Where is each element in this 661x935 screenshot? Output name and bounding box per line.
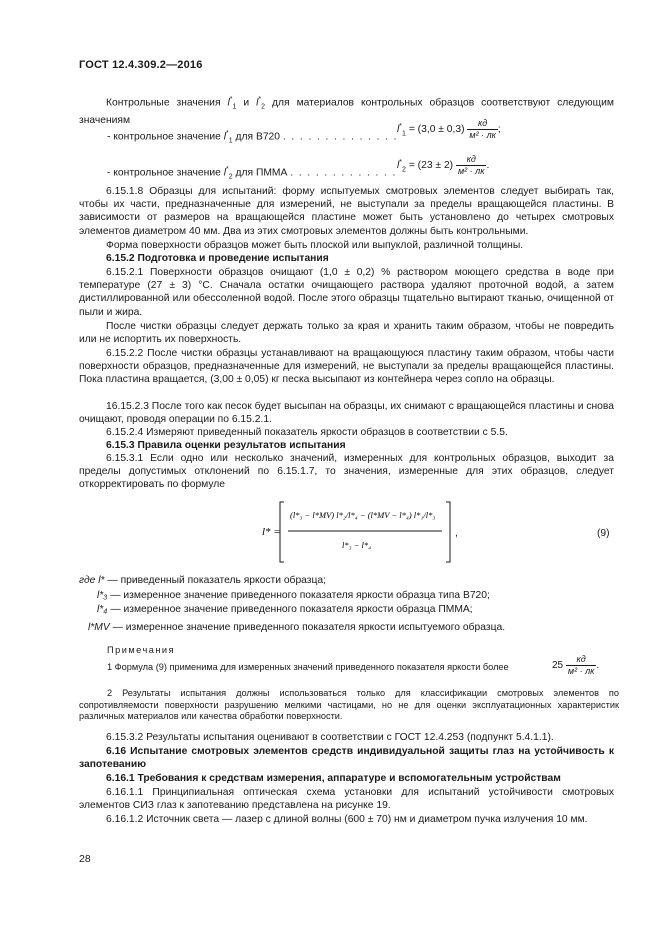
- control-formula-2-value: = (23 ± 2): [408, 160, 454, 172]
- control-formula-1: $l^*_1 = (3,0 \pm 0,3)$ $\frac{кд}{\text{м² · лк}}$ ;: [397, 118, 501, 140]
- control-value-1-label: - контрольное значение: [107, 131, 221, 143]
- control-value-2-sub: 2: [228, 173, 233, 181]
- where-item-2: l*₃ — измеренное значение приведенного показателя яркости образца типа В720;: [97, 590, 490, 601]
- formula-9-lhs: l* =: [262, 526, 281, 538]
- paragraph-6-15-2-1: 6.15.2.1 Поверхности образцов очищают (1,0 ± 0,2) % раствором моющего средства в воде при температуре (27 ± 3) °С. Сначала остатки очищающего раствора удаляют проточной водой, а затем дистиллированной или обессоленной водой. После этого образцы тщательно вытирают тканью, очищенной от пыли и жира.: [79, 267, 614, 318]
- intro-paragraph: Контрольные значения $l^*_1$ и $l^*_2$ для материалов контрольных образцов соответствуют следующим значениям: [79, 96, 614, 126]
- control-formula-2-unit: $\frac{кд}{\text{м² · лк}}$: [457, 154, 485, 176]
- notes-title: Примечания: [107, 645, 176, 655]
- page-number: 28: [79, 853, 91, 865]
- paragraph-16-15-2-3: 16.15.2.3 После того как песок будет высыпан на образцы, их снимают с вращающейся пластины и снова очищают, проводя операции по 6.15.2.1.: [79, 401, 614, 426]
- paragraph-6-16-1-2: 6.16.1.2 Источник света — лазер с длиной волны (600 ± 70) нм и диаметром пучка излучения 10 мм.: [106, 814, 588, 825]
- control-formula-1-value: = (3,0 ± 0,3): [408, 124, 465, 136]
- note-1: 1 Формула (9) применима для измеренных значений приведенного показателя яркости более: [107, 662, 509, 672]
- intro-text-a: Контрольные значения: [106, 97, 221, 109]
- paragraph-6-15-1-8: 6.15.1.8 Образцы для испытаний: форму испытуемых смотровых элементов следует выбирать так, чтобы их части, предназначенные для измерений, не выступали за пределы вращающейся пластины. В зависимости от размеров на вращающейся пластине может быть установлено до четырех смотровых элементов диаметром 40 мм. Два из этих смотровых элементов должны быть контрольными.: [79, 186, 614, 237]
- intro-text-b: и: [243, 97, 250, 109]
- formula-9-number: (9): [597, 528, 610, 539]
- paragraph-6-15-3-1: 6.15.3.1 Если одно или несколько значений, измеренных для контрольных образцов, выходит за пределы допустимых отклонений по 6.15.1.7, то значения, измеренные для этих образцов, следует откорректировать по формуле: [79, 453, 614, 491]
- control-value-1: - контрольное значение $l^*_1$ для В720 . . . . . . . . . . . . . .: [107, 130, 398, 145]
- paragraph-clean: После чистки образцы следует держать только за края и хранить таким образом, чтобы не повредить или не испортить их поверхность.: [79, 321, 614, 346]
- formula-9: [260, 496, 460, 573]
- paragraph-6-15-3-2: 6.15.3.2 Результаты испытания оценивают в соответствии с ГОСТ 12.4.253 (подпункт 5.4.1.1).: [106, 732, 554, 743]
- control-value-2-label: - контрольное значение: [107, 167, 221, 179]
- document-page: ГОСТ 12.4.309.2—2016 Контрольные значения $l^*_1$ и $l^*_2$ для материалов контрольных образцов соответствуют следующим значениям - контрольное значение $l^*_1$ для В720 . . . . . . . . . . . . . . $l^*_1 = (3,0 \pm 0,3)$ $\frac{кд}{\text{м² · лк}}$ ; - контрольное значение $l^*_2$ для ПММА . . . . . . . . . . . . . $l^*_2 = (23 \pm 2)$ $\frac{кд}{\text{м² · лк}}$ . 6.15.1.8 Образцы для испытаний: форму испытуемых смотровых элементов следует выбирать так, чтобы их части, предназначенные для измерений, не выступали за пределы вращающейся пластины. В зависимости от размеров на вращающейся пластине может быть установлено до четырех смотровых элементов диаметром 40 мм. Два из этих смотровых элементов должны быть контрольными. Форма поверхности образцов может быть плоской или выпуклой, различной толщины. 6.15.2 Подготовка и проведение испытания 6.15.2.1 Поверхности образцов очищают (1,0 ± 0,2) % раствором моющего средства в воде при температуре (27 ± 3) °С. Сначала остатки очищающего раствора удаляют проточной водой, а затем дистиллированной или обессоленной водой. После этого образцы тщательно вытирают тканью, очищенной от пыли и жира. После чистки образцы следует держать только за края и хранить таким образом, чтобы не повредить или не испортить их поверхность. 6.15.2.2 После чистки образцы устанавливают на вращающуюся пластину таким образом, чтобы части поверхности образцов, предназначенные для измерений, не выступали за пределы вращающейся пластины. Пока пластина вращается, (3,00 ± 0,05) кг песка высыпают из контейнера через сопло на образцы. 16.15.2.3 После того как песок будет высыпан на образцы, их снимают с вращающейся пластины и снова очищают, проводя операции по 6.15.2.1. 6.15.2.4 Измеряют приведенный показатель яркости образцов в соответствии с 5.5. 6.15.3 Правила оценки результатов испытания 6.15.3.1 Если одно или несколько значений, измеренных для контрольных образцов, выходит за пределы допустимых отклонений по 6.15.1.7, то значения, измеренные для этих образцов, следует откорректировать по формуле l* = (l*₃ − l*MV) l*₂/l*₄ − (l*MV − l*₄) l*₁/l*₃ l*₃ − l*₄ , (9) где l* — приведенный показатель яркости образца; l*₃ — измеренное значение приведенного показателя яркости образца типа В720; l*₄ — измеренное значение приведенного показателя яркости образца ПММА; l*MV — измеренное значение приведенного показателя яркости испытуемого образца. Примечания 1 Формула (9) применима для измеренных значений приведенного показателя яркости более 25 $\frac{кд}{\text{м² · лк}}$ . 2 Результаты испытания должны использоваться только для классификации смотровых элементов по сопротивляемости поверхности разрушению мелкими частицами, но не для оценки эксплуатационных характеристик различных материалов или качества обработки поверхности. 6.15.3.2 Результаты испытания оценивают в соответствии с ГОСТ 12.4.253 (подпункт 5.4.1.1). 6.16 Испытание смотровых элементов средств индивидуальной защиты глаз на устойчивость к запотеванию 6.16.1 Требования к средствам измерения, аппаратуре и вспомогательным устройствам 6.16.1.1 Принципиальная оптическая схема установки для испытаний устойчивости смотровых элементов СИЗ глаз к запотеванию представлена на рисунке 19. 6.16.1.2 Источник света — лазер с длиной волны (600 ± 70) нм и диаметром пучка излучения 10 мм. 28: [0, 0, 661, 935]
- control-value-1-dots: . . . . . . . . . . . . . .: [282, 131, 398, 143]
- control-value-2-tail: для ПММА: [235, 167, 288, 179]
- control-value-1-sub: 1: [228, 137, 233, 145]
- formula-9-numerator: (l*₃ − l*MV) l*₂/l*₄ − (l*MV − l*₄) l*₁/l*₃: [290, 510, 436, 520]
- where-item-3: l*₄ — измеренное значение приведенного показателя яркости образца ПММА;: [97, 604, 473, 615]
- heading-6-15-3: 6.15.3 Правила оценки результатов испытания: [106, 440, 346, 451]
- control-formula-2: $l^*_2 = (23 \pm 2)$ $\frac{кд}{\text{м² · лк}}$ .: [397, 154, 490, 176]
- control-formula-1-unit: $\frac{кд}{\text{м² · лк}}$: [469, 118, 496, 140]
- control-value-2-dots: . . . . . . . . . . . . .: [290, 167, 397, 179]
- paragraph-6-15-2-4: 6.15.2.4 Измеряют приведенный показатель яркости образцов в соответствии с 5.5.: [106, 427, 508, 438]
- paragraph-form: Форма поверхности образцов может быть плоской или выпуклой, различной толщины.: [106, 240, 524, 251]
- note-2: 2 Результаты испытания должны использоваться только для классификации смотровых элементов по сопротивляемости поверхности разрушению мелкими частицами, но не для оценки эксплуатационных характеристик различных материалов или качества обработки поверхности.: [79, 688, 619, 721]
- control-value-2: - контрольное значение $l^*_2$ для ПММА . . . . . . . . . . . . .: [107, 166, 397, 181]
- formula-9-denominator: l*₃ − l*₄: [342, 540, 372, 550]
- control-value-1-tail: для В720: [235, 131, 281, 143]
- document-header: ГОСТ 12.4.309.2—2016: [79, 59, 203, 71]
- heading-6-15-2: 6.15.2 Подготовка и проведение испытания: [106, 253, 329, 264]
- paragraph-6-16-1-1: 6.16.1.1 Принципиальная оптическая схема установки для испытаний устойчивости смотровых элементов СИЗ глаз к запотеванию представлена на рисунке 19.: [79, 787, 614, 812]
- note-1-value: 25 $\frac{кд}{\text{м² · лк}}$ .: [552, 654, 600, 676]
- where-item-4: l*MV — измеренное значение приведенного показателя яркости испытуемого образца.: [88, 622, 506, 633]
- paragraph-6-15-2-2: 6.15.2.2 После чистки образцы устанавливают на вращающуюся пластину таким образом, чтобы части поверхности образцов, предназначенные для измерений, не выступали за пределы вращающейся пластины. Пока пластина вращается, (3,00 ± 0,05) кг песка высыпают из контейнера через сопло на образцы.: [79, 348, 614, 386]
- heading-6-16: 6.16 Испытание смотровых элементов средств индивидуальной защиты глаз на устойчивость к запотеванию: [79, 746, 614, 771]
- formula-9-graphic: [260, 496, 460, 568]
- intro-text-c: для материалов контрольных образцов соответствуют следующим значениям: [79, 97, 614, 126]
- heading-6-16-1: 6.16.1 Требования к средствам измерения, аппаратуре и вспомогательным устройствам: [106, 773, 561, 784]
- formula-9-right-bracket: [446, 502, 450, 562]
- where-item-1: где l* — приведенный показатель яркости образца;: [79, 575, 326, 586]
